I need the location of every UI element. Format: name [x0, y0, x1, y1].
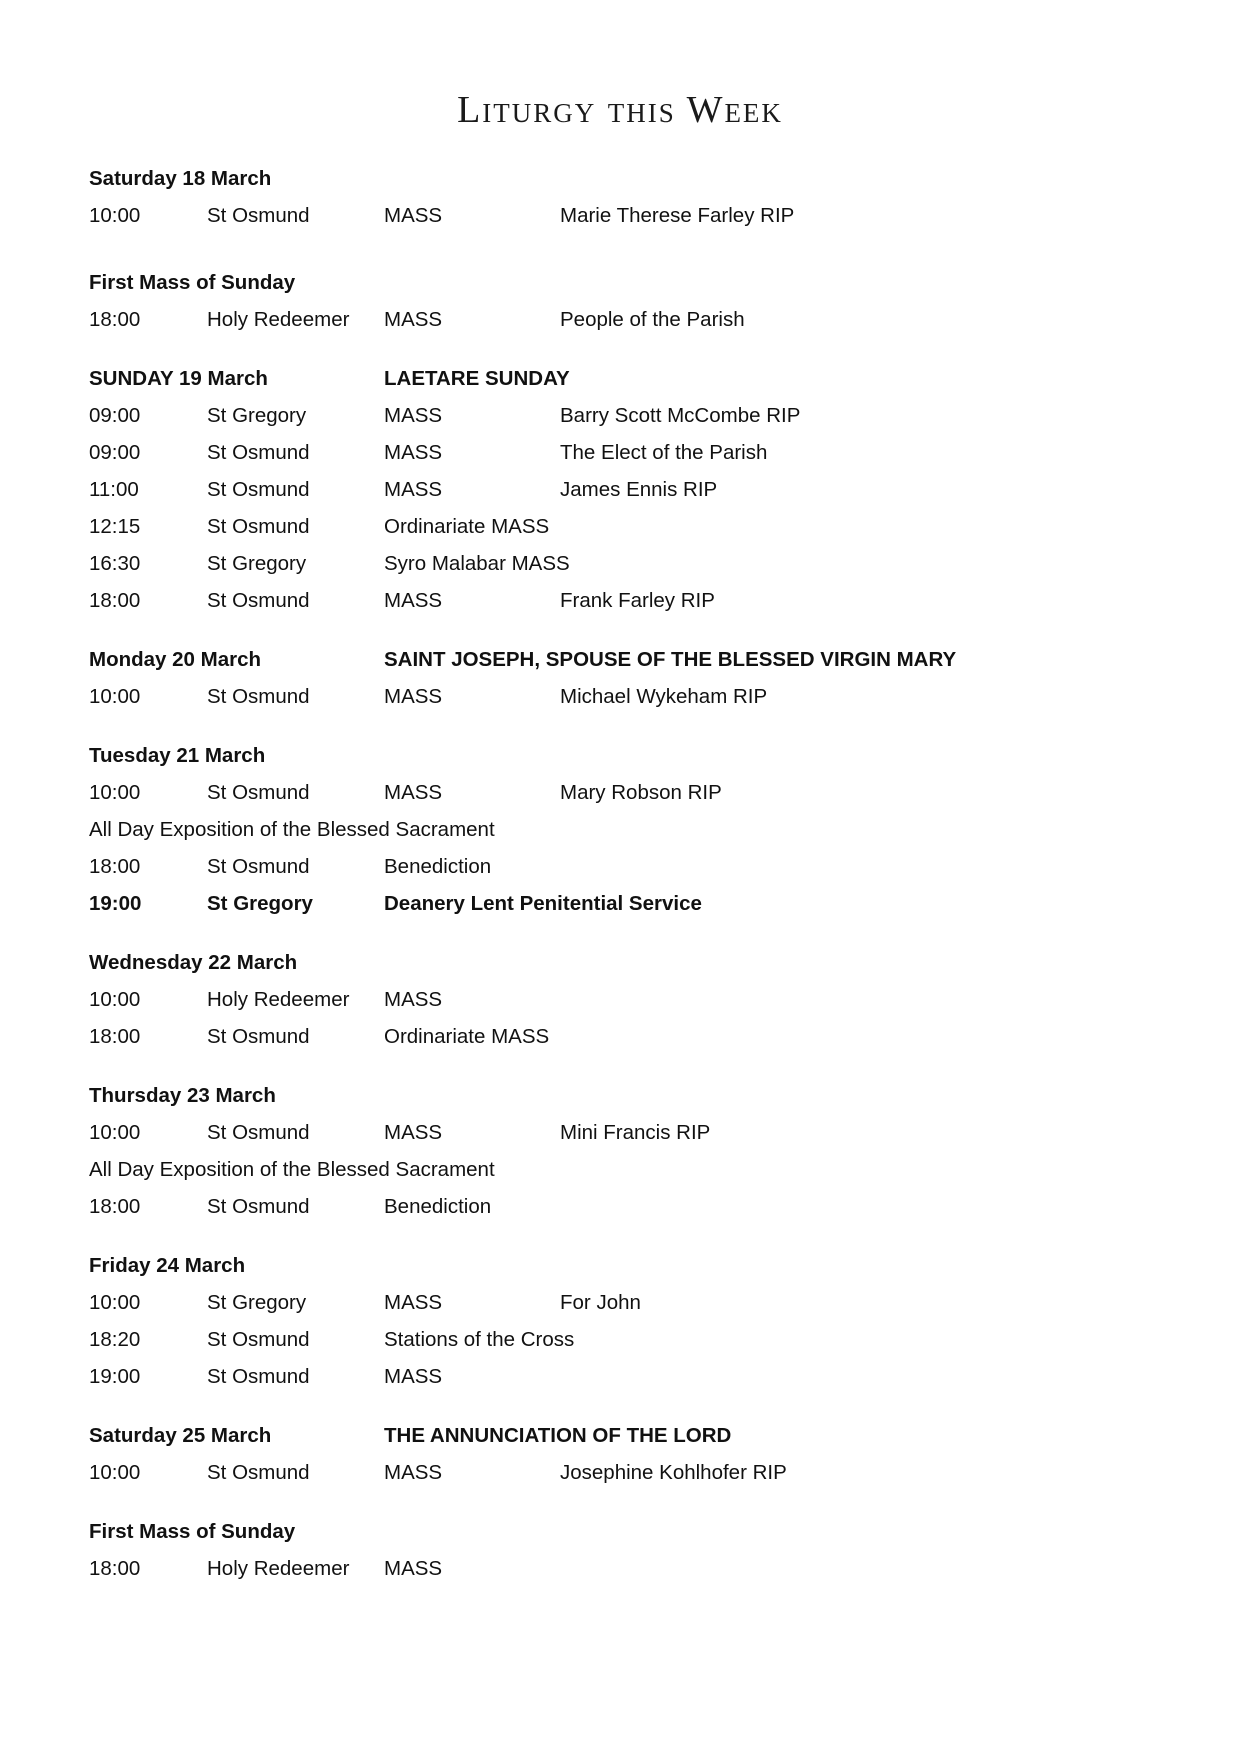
service-time: 09:00 — [89, 404, 141, 427]
service-time: 11:00 — [89, 478, 139, 501]
service-row — [89, 848, 1169, 885]
day-heading: Saturday 18 March — [89, 167, 272, 190]
service-type: Stations of the Cross — [384, 1328, 575, 1351]
church-name: Holy Redeemer — [207, 308, 350, 331]
day-heading: Wednesday 22 March — [89, 951, 298, 974]
service-time: 18:00 — [89, 1557, 141, 1580]
day-heading: Tuesday 21 March — [89, 744, 266, 767]
service-row — [89, 471, 1169, 508]
service-time: 10:00 — [89, 204, 141, 227]
church-name: St Osmund — [207, 1461, 310, 1484]
service-type: Benediction — [384, 1195, 492, 1218]
day-block — [89, 160, 1169, 234]
church-name: St Gregory — [207, 1291, 307, 1314]
service-time: 10:00 — [89, 1291, 141, 1314]
service-type: Syro Malabar MASS — [384, 552, 570, 575]
feast-title: SAINT JOSEPH, SPOUSE OF THE BLESSED VIRGIN MARY — [384, 648, 957, 671]
day-heading-row — [89, 641, 1169, 678]
service-row — [89, 1018, 1169, 1055]
service-row — [89, 981, 1169, 1018]
service-time: 18:00 — [89, 1195, 141, 1218]
feast-title: THE ANNUNCIATION OF THE LORD — [384, 1424, 732, 1447]
service-time: 18:20 — [89, 1328, 141, 1351]
mass-intention: James Ennis RIP — [560, 478, 718, 501]
service-type: MASS — [384, 1291, 443, 1314]
service-type: MASS — [384, 1461, 443, 1484]
day-heading-row — [89, 160, 1169, 197]
day-block — [89, 1077, 1169, 1225]
service-type: Ordinariate MASS — [384, 1025, 550, 1048]
service-time: 10:00 — [89, 685, 141, 708]
church-name: St Osmund — [207, 441, 310, 464]
note-text: All Day Exposition of the Blessed Sacrament — [89, 818, 495, 841]
service-time: 10:00 — [89, 1121, 141, 1144]
service-row — [89, 1454, 1169, 1491]
service-type: MASS — [384, 781, 443, 804]
mass-intention: Josephine Kohlhofer RIP — [560, 1461, 787, 1484]
service-type: MASS — [384, 589, 443, 612]
service-type: MASS — [384, 404, 443, 427]
service-row — [89, 678, 1169, 715]
church-name: St Gregory — [207, 552, 307, 575]
service-time: 19:00 — [89, 892, 142, 915]
service-row — [89, 885, 1169, 922]
church-name: Holy Redeemer — [207, 988, 350, 1011]
note-row — [89, 811, 1169, 848]
day-heading-row — [89, 264, 1169, 301]
church-name: St Gregory — [207, 404, 307, 427]
service-row — [89, 301, 1169, 338]
service-row — [89, 1550, 1169, 1587]
service-row — [89, 1358, 1169, 1395]
service-row — [89, 1321, 1169, 1358]
service-row — [89, 397, 1169, 434]
day-heading-row — [89, 944, 1169, 981]
day-block — [89, 264, 1169, 338]
service-time: 18:00 — [89, 308, 141, 331]
church-name: St Osmund — [207, 1025, 310, 1048]
day-block — [89, 641, 1169, 715]
day-heading: Thursday 23 March — [89, 1084, 276, 1107]
day-heading-row — [89, 1513, 1169, 1550]
day-heading: Monday 20 March — [89, 648, 262, 671]
day-block — [89, 1417, 1169, 1491]
church-name: St Osmund — [207, 1121, 310, 1144]
service-type: MASS — [384, 1121, 443, 1144]
church-name: St Osmund — [207, 589, 310, 612]
service-time: 18:00 — [89, 589, 141, 612]
church-name: St Osmund — [207, 1365, 310, 1388]
page-title: Liturgy this Week — [457, 89, 783, 131]
day-block — [89, 944, 1169, 1055]
day-heading: First Mass of Sunday — [89, 271, 296, 294]
day-block — [89, 360, 1169, 619]
church-name: St Gregory — [207, 892, 313, 915]
day-block — [89, 1247, 1169, 1395]
mass-intention: For John — [560, 1291, 641, 1314]
service-time: 18:00 — [89, 855, 141, 878]
mass-intention: Mini Francis RIP — [560, 1121, 711, 1144]
feast-title: LAETARE SUNDAY — [384, 367, 570, 390]
church-name: St Osmund — [207, 515, 310, 538]
service-row — [89, 508, 1169, 545]
service-type: MASS — [384, 441, 443, 464]
day-block — [89, 1513, 1169, 1587]
service-row — [89, 545, 1169, 582]
service-type: MASS — [384, 308, 443, 331]
church-name: St Osmund — [207, 1328, 310, 1351]
church-name: St Osmund — [207, 1195, 310, 1218]
church-name: St Osmund — [207, 204, 310, 227]
service-time: 19:00 — [89, 1365, 141, 1388]
church-name: St Osmund — [207, 478, 310, 501]
church-name: St Osmund — [207, 855, 310, 878]
church-name: Holy Redeemer — [207, 1557, 350, 1580]
service-row — [89, 1284, 1169, 1321]
mass-intention: Marie Therese Farley RIP — [560, 204, 795, 227]
service-time: 16:30 — [89, 552, 141, 575]
day-heading-row — [89, 1077, 1169, 1114]
service-type: Ordinariate MASS — [384, 515, 550, 538]
service-time: 18:00 — [89, 1025, 141, 1048]
note-text: All Day Exposition of the Blessed Sacrament — [89, 1158, 495, 1181]
service-time: 10:00 — [89, 1461, 141, 1484]
service-row — [89, 774, 1169, 811]
day-heading-row — [89, 1417, 1169, 1454]
mass-intention: Michael Wykeham RIP — [560, 685, 768, 708]
mass-intention: Frank Farley RIP — [560, 589, 715, 612]
day-heading: SUNDAY 19 March — [89, 367, 268, 390]
day-heading-row — [89, 360, 1169, 397]
church-name: St Osmund — [207, 685, 310, 708]
service-row — [89, 582, 1169, 619]
day-heading: Saturday 25 March — [89, 1424, 272, 1447]
service-type: Benediction — [384, 855, 492, 878]
service-row — [89, 1188, 1169, 1225]
liturgy-schedule — [89, 160, 1169, 1609]
day-heading-row — [89, 737, 1169, 774]
day-heading: First Mass of Sunday — [89, 1520, 296, 1543]
service-type: Deanery Lent Penitential Service — [384, 892, 702, 915]
service-type: MASS — [384, 478, 443, 501]
service-type: MASS — [384, 1557, 443, 1580]
service-type: MASS — [384, 204, 443, 227]
service-time: 12:15 — [89, 515, 141, 538]
mass-intention: People of the Parish — [560, 308, 745, 331]
service-type: MASS — [384, 988, 443, 1011]
mass-intention: Mary Robson RIP — [560, 781, 722, 804]
day-block — [89, 737, 1169, 922]
service-time: 10:00 — [89, 988, 141, 1011]
service-row — [89, 1114, 1169, 1151]
mass-intention: The Elect of the Parish — [560, 441, 768, 464]
service-time: 09:00 — [89, 441, 141, 464]
church-name: St Osmund — [207, 781, 310, 804]
service-type: MASS — [384, 685, 443, 708]
day-heading-row — [89, 1247, 1169, 1284]
day-heading: Friday 24 March — [89, 1254, 246, 1277]
service-time: 10:00 — [89, 781, 141, 804]
mass-intention: Barry Scott McCombe RIP — [560, 404, 801, 427]
service-row — [89, 197, 1169, 234]
note-row — [89, 1151, 1169, 1188]
service-type: MASS — [384, 1365, 443, 1388]
service-row — [89, 434, 1169, 471]
